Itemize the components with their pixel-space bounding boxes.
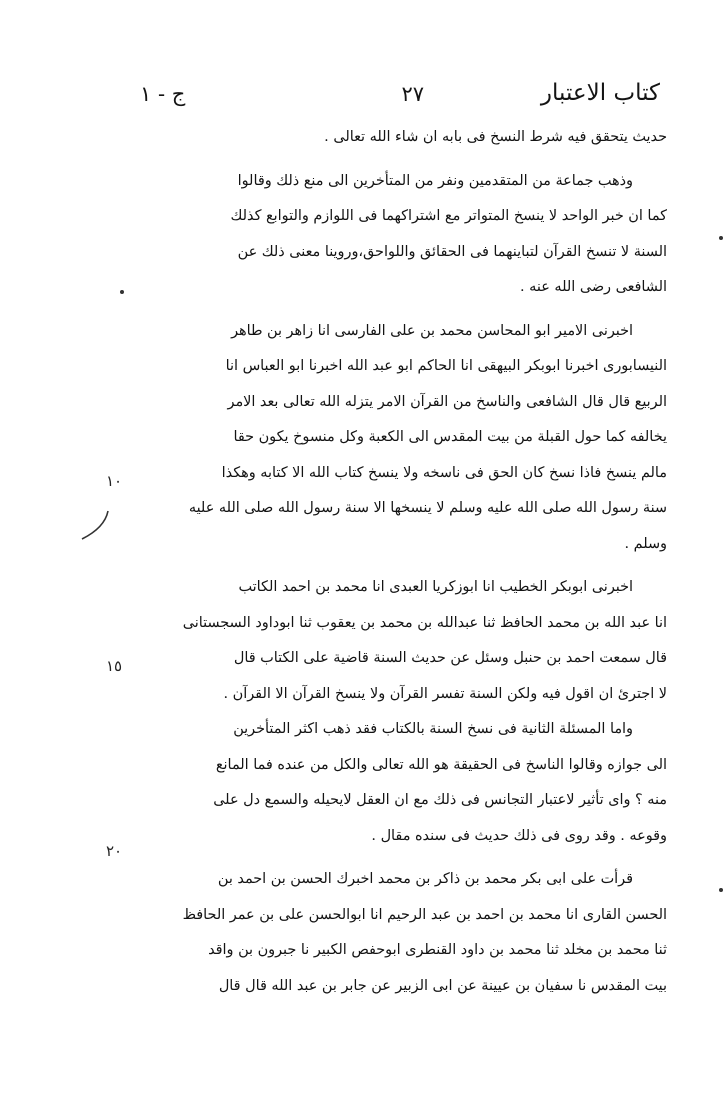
text-line: قرأت على ابى بكر محمد بن ذاكر بن محمد اخبرك الحسن بن احمد بن: [217, 871, 633, 887]
margin-dot-mark: [120, 290, 124, 294]
text-line: الى جوازه وقالوا الناسخ فى الحقيقة هو الله تعالى والكل من عنده فما المانع: [215, 756, 667, 773]
text-line: اخبرنى ابوبكر الخطيب انا ابوزكريا العبدى انا محمد بن احمد الكاتب: [238, 579, 633, 595]
margin-line-number: ١٥: [106, 657, 123, 675]
margin-line-number: ١٠: [106, 472, 123, 490]
paragraph-gap: [145, 854, 667, 862]
text-line: وقوعه . وقد روى فى ذلك حديث فى سنده مقال .: [371, 827, 667, 844]
text-line: سنة رسول الله صلى الله عليه وسلم لا ينسخها الا سنة رسول الله صلى الله عليه: [188, 500, 667, 516]
text-line: الربيع قال قال الشافعى والناسخ من القرآن الامر يتزله الله تعالى بعد الامر: [227, 393, 667, 410]
text-line: الحسن القارى انا محمد بن احمد بن عبد الرحيم انا ابوالحسن على بن عمر الحافظ: [182, 906, 667, 923]
text-line: الشافعى رضى الله عنه .: [520, 279, 667, 295]
paragraph-gap: [145, 562, 667, 570]
text-line: بيت المقدس نا سفيان بن عيينة عن ابى الزبير عن جابر بن عبد الله قال قال: [218, 977, 667, 994]
pencil-mark-icon: [78, 505, 118, 545]
text-line: منه ؟ واى تأثير لاعتبار التجانس فى ذلك مع ان العقل لايحيله والسمع دل على: [213, 792, 667, 808]
text-line: اخبرنى الامير ابو المحاسن محمد بن على الفارسى انا زاهر بن طاهر: [231, 322, 633, 339]
text-line: مالم ينسخ فاذا نسخ كان الحق فى ناسخه ولا ينسخ كتاب الله الا كتابه وهكذا: [221, 464, 667, 481]
text-line: واما المسئلة الثانية فى نسخ السنة بالكتاب فقد ذهب اكثر المتأخرين: [233, 721, 633, 737]
text-line: كما ان خبر الواحد لا ينسخ المتواتر مع اشتراكهما فى اللوازم والتوابع كذلك: [230, 208, 667, 224]
paragraph-gap: [145, 156, 667, 164]
volume-label: ج - ١: [140, 82, 186, 106]
body-text: [145, 120, 667, 1004]
text-line: حديث يتحقق فيه شرط النسخ فى بابه ان شاء الله تعالى .: [324, 129, 667, 145]
margin-dot-mark: [719, 236, 723, 240]
text-line: النيسابورى اخبرنا ابوبكر البيهقى انا الحاكم ابو عبد الله اخبرنا ابو العباس انا: [225, 358, 667, 374]
text-line: يخالفه كما حول القبلة من بيت المقدس الى الكعبة وكل منسوخ يكون حقا: [233, 429, 667, 445]
page-number: ٢٧: [401, 82, 424, 106]
margin-line-number: ٢٠: [106, 842, 123, 860]
text-line: وسلم .: [624, 535, 667, 552]
page-header: [140, 80, 660, 120]
margin-dot-mark: [719, 888, 723, 892]
text-line: السنة لا تنسخ القرآن لتباينهما فى الحقائق واللواحق،وروينا معنى ذلك عن: [237, 243, 667, 260]
book-title: كتاب الاعتبار: [540, 80, 660, 106]
text-line: ثنا محمد بن مخلد ثنا محمد بن داود القنطرى ابوحفص الكبير نا جبرون بن واقد: [208, 942, 667, 958]
text-line: لا اجترئ ان اقول فيه ولكن السنة تفسر القرآن ولا ينسخ القرآن الا القرآن .: [223, 685, 667, 702]
text-line: وذهب جماعة من المتقدمين ونفر من المتأخرين الى منع ذلك وقالوا: [237, 172, 633, 189]
text-line: انا عبد الله بن محمد الحافظ ثنا عبدالله بن محمد بن يعقوب ثنا ابوداود السجستانى: [182, 614, 667, 631]
paragraph-gap: [145, 306, 667, 314]
text-line: قال سمعت احمد بن حنبل وسئل عن حديث السنة قاضية على الكتاب قال: [233, 650, 667, 666]
